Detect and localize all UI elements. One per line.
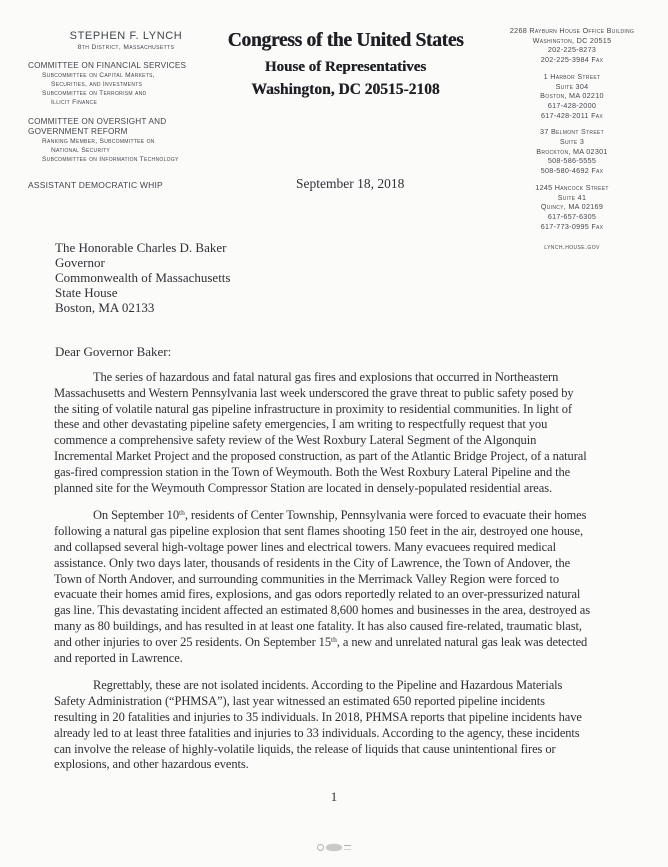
committee-sections bbox=[28, 61, 224, 164]
address-line: State House bbox=[55, 285, 118, 300]
office-line: 617-428-2011 Fax bbox=[540, 110, 604, 120]
body-text-segment: , a new and unrelated natural gas leak was detected bbox=[336, 634, 588, 649]
body-text-segment: th bbox=[330, 634, 337, 644]
recycle-blob-icon bbox=[326, 844, 342, 851]
office-line: 1 Harbor Street bbox=[543, 71, 601, 81]
body-text-segment: Incremental Market Project and the proposed construction, as part of the Atlantic Bridge Project, of a natural bbox=[54, 448, 587, 463]
body-text-segment: th bbox=[178, 508, 185, 518]
body-line bbox=[54, 635, 654, 651]
body-line bbox=[54, 572, 654, 588]
committee-title: COMMITTEE ON OVERSIGHT AND GOVERNMENT REFORM bbox=[28, 117, 167, 136]
member-role: ASSISTANT DEMOCRATIC WHIP bbox=[28, 180, 163, 190]
office-line: 508-580-4692 Fax bbox=[540, 166, 604, 176]
committee-subline: Subcommittee on Terrorism and bbox=[42, 90, 147, 97]
recycled-paper-mark bbox=[0, 842, 668, 852]
body-text-segment: resulting in 20 fatalities and injuries to 35 individuals. In 2018, PHMSA reports that pipeline incidents have bbox=[54, 709, 582, 724]
office-line: 202-225-3984 Fax bbox=[540, 55, 604, 65]
paragraph bbox=[54, 678, 654, 773]
body-line bbox=[54, 757, 654, 773]
body-text-segment: Safety Administration (“PHMSA”), last year witnessed an estimated 650 reported pipeline incidents bbox=[54, 694, 545, 709]
body-text-segment: and collapsed several high-voltage power lines and electrical towers. Many evacuees required medical bbox=[54, 539, 556, 554]
paragraph bbox=[54, 508, 654, 666]
body-text-segment: gas-fired compression station in the Town of Weymouth. Both the West Roxbury Lateral Pipeline and the bbox=[54, 464, 571, 479]
member-name: STEPHEN F. LYNCH bbox=[69, 30, 183, 42]
office-addresses bbox=[484, 26, 660, 251]
address-line: The Honorable Charles D. Baker bbox=[55, 240, 227, 255]
committee-subline: Subcommittee on Capital Markets, bbox=[42, 72, 155, 79]
member-district: 8th District, Massachusetts bbox=[77, 44, 175, 51]
office-line: 1245 Hancock Street bbox=[535, 182, 609, 192]
paragraph bbox=[54, 370, 654, 496]
body-line bbox=[54, 651, 654, 667]
body-line bbox=[54, 742, 654, 758]
body-line bbox=[54, 524, 654, 540]
member-info bbox=[28, 30, 224, 190]
office-line: 617-428-2000 bbox=[547, 100, 597, 110]
body-line bbox=[54, 386, 654, 402]
body-line bbox=[54, 619, 654, 635]
office-line: Suite 3 bbox=[559, 137, 585, 147]
committee-section bbox=[28, 61, 224, 107]
body-text-segment: Regrettably, these are not isolated incidents. According to the Pipeline and Hazardous Materials bbox=[93, 678, 563, 693]
body-line bbox=[54, 603, 654, 619]
salutation: Dear Governor Baker: bbox=[55, 344, 172, 359]
body-line bbox=[54, 417, 654, 433]
body-text-segment: following a natural gas pipeline explosion that sent flames shooting 150 feet in the air, destroyed one house, bbox=[54, 524, 583, 539]
office-list bbox=[484, 26, 660, 231]
committee-subline: Securities, and Investments bbox=[51, 81, 143, 88]
body-line bbox=[54, 433, 654, 449]
recycle-tail-icon bbox=[344, 845, 351, 850]
body-text-segment: the siting of volatile natural gas pipeline infrastructure in proximity to residential communities. In light of bbox=[54, 401, 572, 416]
heading-congress: Congress of the United States bbox=[227, 30, 464, 51]
heading-washington: Washington, DC 20515-2108 bbox=[251, 81, 440, 98]
office-line: Washington, DC 20515 bbox=[532, 35, 612, 45]
address-line: Governor bbox=[55, 255, 105, 270]
office-line: Quincy, MA 02169 bbox=[540, 202, 604, 212]
body-line bbox=[54, 402, 654, 418]
body-line bbox=[54, 449, 654, 465]
body-text-segment: explosions, and other hazardous events. bbox=[54, 757, 249, 772]
body-line bbox=[54, 370, 654, 386]
body-text-segment: these and other devastating pipeline safety emergencies, I am writing to respectfully request that you bbox=[54, 417, 548, 432]
body-line bbox=[54, 726, 654, 742]
body-text-segment: many as 80 buildings, and has resulted in at least one fatality. It has also caused fire-related, traumatic blast, bbox=[54, 618, 582, 633]
body-line bbox=[54, 465, 654, 481]
body-text-segment: planned site for the Weymouth Compressor Station are located in densely-populated residential areas. bbox=[54, 480, 552, 495]
congress-heading bbox=[208, 30, 483, 99]
body-line bbox=[54, 587, 654, 603]
office-line: Suite 304 bbox=[555, 81, 589, 91]
committee-subline: Illicit Finance bbox=[51, 99, 98, 106]
office-line: Brockton, MA 02301 bbox=[536, 146, 608, 156]
body-line bbox=[54, 481, 654, 497]
page-number: 1 bbox=[330, 789, 338, 804]
body-text-segment: Massachusetts and Western Pennsylvania last week underscored the grave threat to public safety posed by bbox=[54, 385, 574, 400]
body-text-segment: can involve the release of highly-volatile liquids, the release of liquids that cause unintentional fires or bbox=[54, 741, 556, 756]
body-text-segment: commence a comprehensive safety review of the West Roxbury Lateral Segment of the Algonquin bbox=[54, 433, 537, 448]
office-line: 2268 Rayburn House Office Building bbox=[509, 26, 635, 35]
body-text-segment: , residents of Center Township, Pennsylvania were forced to evacuate their homes bbox=[184, 508, 587, 523]
letter-date: September 18, 2018 bbox=[296, 176, 405, 191]
body-text-segment: On September 10 bbox=[93, 508, 179, 523]
committee-title: COMMITTEE ON FINANCIAL SERVICES bbox=[28, 61, 187, 70]
office-line: 202-225-8273 bbox=[547, 45, 597, 55]
letter-body bbox=[54, 370, 654, 785]
body-text-segment: gas line. This devastating incident affected an estimated 8,600 homes and businesses in the area, destroyed as bbox=[54, 603, 590, 618]
office-line: 617-657-6305 bbox=[547, 211, 597, 221]
office-block bbox=[484, 72, 660, 121]
committee-subline: Ranking Member, Subcommittee on bbox=[42, 138, 155, 145]
address-line: Boston, MA 02133 bbox=[55, 300, 155, 315]
body-line bbox=[54, 556, 654, 572]
office-block bbox=[484, 127, 660, 176]
recycle-circle-icon bbox=[317, 844, 324, 851]
body-line bbox=[54, 678, 654, 694]
office-block bbox=[484, 26, 660, 65]
office-line: Boston, MA 02210 bbox=[540, 91, 604, 101]
body-line bbox=[54, 540, 654, 556]
body-text-segment: The series of hazardous and fatal natural gas fires and explosions that occurred in Northeastern bbox=[93, 370, 559, 384]
body-text-segment: evacuate their homes amid fires, explosions, and gas odors reportedly related to an over-pressurized natural bbox=[54, 587, 581, 602]
body-line bbox=[54, 508, 654, 524]
committee-subline: Subcommittee on Information Technology bbox=[42, 156, 179, 163]
body-line bbox=[54, 710, 654, 726]
committee-subline: National Security bbox=[51, 147, 111, 154]
office-line: 37 Belmont Street bbox=[540, 127, 604, 137]
heading-house: House of Representatives bbox=[264, 59, 427, 75]
body-text-segment: and other injuries to over 25 residents. On September 15 bbox=[54, 634, 331, 649]
body-text-segment: already led to at least three fatalities and injuries to 33 individuals. According to the agency, these incidents bbox=[54, 725, 580, 740]
website: lynch.house.gov bbox=[544, 242, 600, 252]
body-text-segment: assistance. Only two days later, thousands of residents in the City of Lawrence, the Town of Andover, the bbox=[54, 555, 571, 570]
body-line bbox=[54, 694, 654, 710]
office-line: Suite 41 bbox=[557, 192, 587, 202]
body-text-segment: and reported in Lawrence. bbox=[54, 650, 183, 665]
address-line: Commonwealth of Massachusetts bbox=[55, 270, 231, 285]
body-text-segment: Town of North Andover, and surrounding communities in the Merrimack Valley Region were forced to bbox=[54, 571, 559, 586]
office-line: 508-586-5555 bbox=[547, 156, 597, 166]
office-line: 617-773-0995 Fax bbox=[540, 221, 604, 231]
committee-section bbox=[28, 117, 224, 164]
office-block bbox=[484, 183, 660, 232]
recipient-address bbox=[55, 240, 230, 315]
